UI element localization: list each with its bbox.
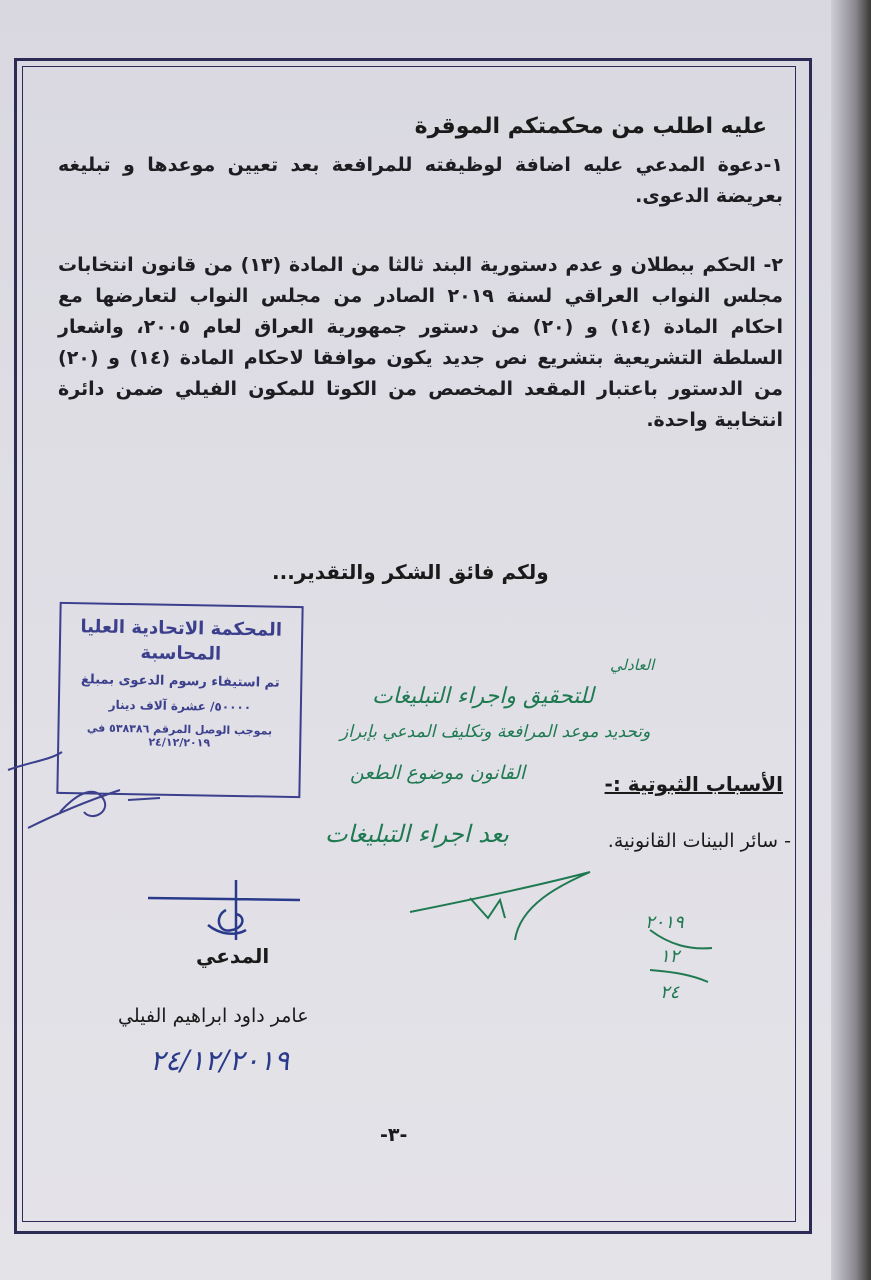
judge-note-line: للتحقيق واجراء التبليغات [372,684,594,709]
stamp-receipt: بموجب الوصل المرقم ٥٣٨٣٨٦ في ٢٤/١٢/٢٠١٩ [86,721,273,750]
request-item-1: ١-دعوة المدعي عليه اضافة لوظيفته للمرافعة بعد تعيين موعدها و تبليغه بعريضة الدعوى. [58,154,783,207]
stamp-department: المحاسبة [140,642,222,665]
closing-line: ولكم فائق الشكر والتقدير... [272,560,549,584]
judge-note-line: القانون موضوع الطعن [350,762,526,784]
judge-note-name: العادلي [610,656,655,674]
plaintiff-label: المدعي [196,944,270,968]
handwritten-date-month: ١٢ [660,946,680,967]
plaintiff-name: عامر داود ابراهيم الفيلي [118,1005,309,1027]
evidence-item: - سائر البينات القانونية. [607,830,791,852]
plaintiff-signature [148,880,300,940]
stamp-signature [28,790,160,828]
judge-note-line: بعد اجراء التبليغات [325,820,509,848]
judge-note-line: وتحديد موعد المرافعة وتكليف المدعي بإبراز [340,722,651,742]
plaintiff-date-handwritten: ٢٤/١٢/٢٠١٩ [150,1044,290,1077]
stamp-amount: ٥٠٠٠٠/ عشرة آلاف دينار [108,697,252,715]
stamp-fee-text: تم استيفاء رسوم الدعوى بمبلغ [80,672,280,691]
handwritten-date-day: ٢٤ [660,982,680,1003]
stamp-court-name: المحكمة الاتحادية العليا [80,616,283,641]
stamp-margin-mark [8,752,62,770]
handwritten-date-year: ٢٠١٩ [645,912,684,933]
request-item-2: ٢- الحكم ببطلان و عدم دستورية البند ثالثا من المادة (١٣) من قانون انتخابات مجلس النواب العراقي لسنة ٢٠١٩ الصادر من مجلس النواب لتعارضها مع احكام المادة (١٤) و (٢٠) من دستور جمهورية العراق لعام ٢٠٠٥، واشعار السلطة التشريعية بتشريع نص جديد يكون موافقا لاحكام المادة (١٤) و (٢٠) من الدستور باعتبار المقعد المخصص من الكوتا للمكون الفيلي ضمن دائرة انتخابية واحدة. [58,254,783,431]
request-heading: عليه اطلب من محكمتكم الموقرة [414,114,767,139]
date-slash [650,930,712,982]
evidence-heading: الأسباب الثبوتية :- [604,772,783,796]
page-number: -٣- [380,1124,408,1146]
judge-signature [410,872,590,940]
